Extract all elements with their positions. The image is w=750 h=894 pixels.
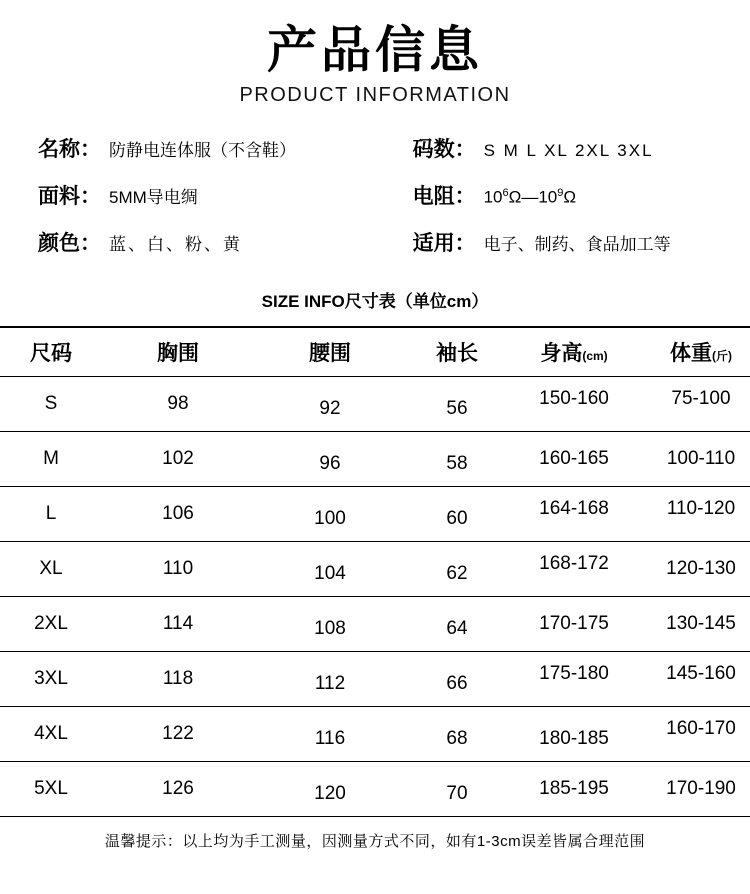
resistance-mid: Ω—10	[508, 187, 558, 207]
column-header-sleeve-label: 袖长	[436, 341, 478, 365]
cell-waist: 92	[254, 381, 406, 436]
attribute-application-label: 适用：	[412, 231, 476, 255]
column-header-height-label: 身高	[540, 341, 583, 365]
product-attributes	[0, 133, 750, 257]
cell-weight: 75-100	[640, 371, 750, 426]
cell-size: 3XL	[0, 651, 102, 706]
attribute-sizes-label: 码数：	[412, 137, 476, 161]
cell-size: 2XL	[0, 596, 102, 651]
cell-height: 180-185	[508, 711, 640, 766]
cell-bust: 98	[102, 376, 254, 431]
cell-size: L	[0, 486, 102, 541]
cell-bust: 106	[102, 486, 254, 541]
cell-size: 5XL	[0, 761, 102, 816]
table-row	[0, 706, 750, 761]
cell-sleeve: 64	[406, 601, 508, 656]
attribute-resistance	[413, 180, 728, 210]
cell-bust: 126	[102, 761, 254, 816]
cell-sleeve: 62	[406, 546, 508, 601]
cell-weight: 130-145	[640, 596, 750, 651]
column-header-size	[0, 327, 102, 377]
cell-size: 4XL	[0, 706, 102, 761]
size-table	[0, 326, 750, 817]
table-row	[0, 596, 750, 651]
cell-bust: 102	[102, 431, 254, 486]
attribute-fabric-label: 面料：	[38, 184, 101, 208]
cell-height: 168-172	[508, 536, 640, 591]
column-header-bust	[102, 327, 254, 377]
attribute-color	[38, 227, 413, 257]
cell-waist: 104	[254, 546, 406, 601]
cell-size: XL	[0, 541, 102, 596]
attribute-sizes	[413, 133, 728, 163]
table-row	[0, 761, 750, 816]
resistance-exponent-1: 6	[502, 186, 509, 199]
size-table-wrapper	[0, 326, 750, 817]
cell-sleeve: 66	[406, 656, 508, 711]
attribute-color-value: 蓝、白、粉、黄	[109, 234, 242, 254]
table-row	[0, 431, 750, 486]
page-subtitle: PRODUCT INFORMATION	[239, 83, 511, 106]
column-header-height-unit: (cm)	[582, 348, 608, 363]
column-header-height	[508, 327, 640, 377]
cell-waist: 112	[254, 656, 406, 711]
size-table-head	[0, 327, 750, 377]
table-row	[0, 541, 750, 596]
size-table-body	[0, 376, 750, 816]
attribute-fabric	[38, 180, 413, 210]
cell-height: 175-180	[508, 646, 640, 701]
attributes-right-column	[413, 133, 728, 257]
cell-sleeve: 58	[406, 436, 508, 491]
column-header-weight-unit: (斤)	[712, 348, 732, 363]
column-header-sleeve	[406, 327, 508, 377]
cell-waist: 108	[254, 601, 406, 656]
table-row	[0, 376, 750, 431]
page-title: 产品信息	[267, 22, 483, 78]
measurement-note: 温馨提示：以上均为手工测量，因测量方式不同，如有1-3cm误差皆属合理范围	[104, 832, 646, 850]
table-header-row	[0, 327, 750, 377]
table-row	[0, 486, 750, 541]
cell-size: M	[0, 431, 102, 486]
cell-height: 170-175	[508, 596, 640, 651]
cell-size: S	[0, 376, 102, 431]
attribute-application	[413, 227, 728, 257]
cell-weight: 170-190	[640, 761, 750, 816]
attribute-sizes-value: S M L XL 2XL 3XL	[483, 140, 654, 160]
cell-sleeve: 68	[406, 711, 508, 766]
cell-weight: 100-110	[640, 431, 750, 486]
cell-height: 150-160	[508, 371, 640, 426]
column-header-weight-label: 体重	[670, 341, 712, 365]
cell-bust: 118	[102, 651, 254, 706]
cell-height: 160-165	[508, 431, 640, 486]
size-table-caption: SIZE INFO尺寸表（单位cm）	[261, 291, 489, 311]
cell-weight: 120-130	[640, 541, 750, 596]
cell-height: 164-168	[508, 481, 640, 536]
cell-waist: 116	[254, 711, 406, 766]
cell-bust: 110	[102, 541, 254, 596]
column-header-size-label: 尺码	[30, 341, 72, 365]
cell-height: 185-195	[508, 761, 640, 816]
attribute-resistance-label: 电阻：	[412, 184, 476, 208]
cell-weight: 110-120	[640, 481, 750, 536]
attribute-resistance-value	[484, 187, 577, 208]
cell-bust: 114	[102, 596, 254, 651]
column-header-weight	[640, 327, 750, 377]
cell-waist: 96	[254, 436, 406, 491]
attribute-application-value: 电子、制药、食品加工等	[483, 234, 671, 254]
attributes-left-column	[38, 133, 413, 257]
page-header	[0, 0, 750, 107]
cell-weight: 160-170	[640, 701, 750, 756]
cell-sleeve: 70	[406, 766, 508, 821]
attribute-fabric-value: 5MM导电绸	[109, 187, 198, 207]
resistance-suffix: Ω	[563, 187, 577, 207]
table-row	[0, 651, 750, 706]
attribute-name	[38, 133, 413, 163]
resistance-exponent-2: 9	[557, 186, 564, 199]
cell-sleeve: 60	[406, 491, 508, 546]
cell-weight: 145-160	[640, 646, 750, 701]
cell-waist: 100	[254, 491, 406, 546]
resistance-prefix: 10	[483, 187, 503, 207]
cell-sleeve: 56	[406, 381, 508, 436]
attribute-name-label: 名称：	[38, 137, 101, 161]
column-header-bust-label: 胸围	[157, 341, 199, 365]
cell-waist: 120	[254, 766, 406, 821]
attribute-color-label: 颜色：	[38, 231, 101, 255]
column-header-waist-label: 腰围	[309, 341, 351, 365]
attribute-name-value: 防静电连体服（不含鞋）	[109, 140, 296, 160]
cell-bust: 122	[102, 706, 254, 761]
column-header-waist	[254, 327, 406, 377]
